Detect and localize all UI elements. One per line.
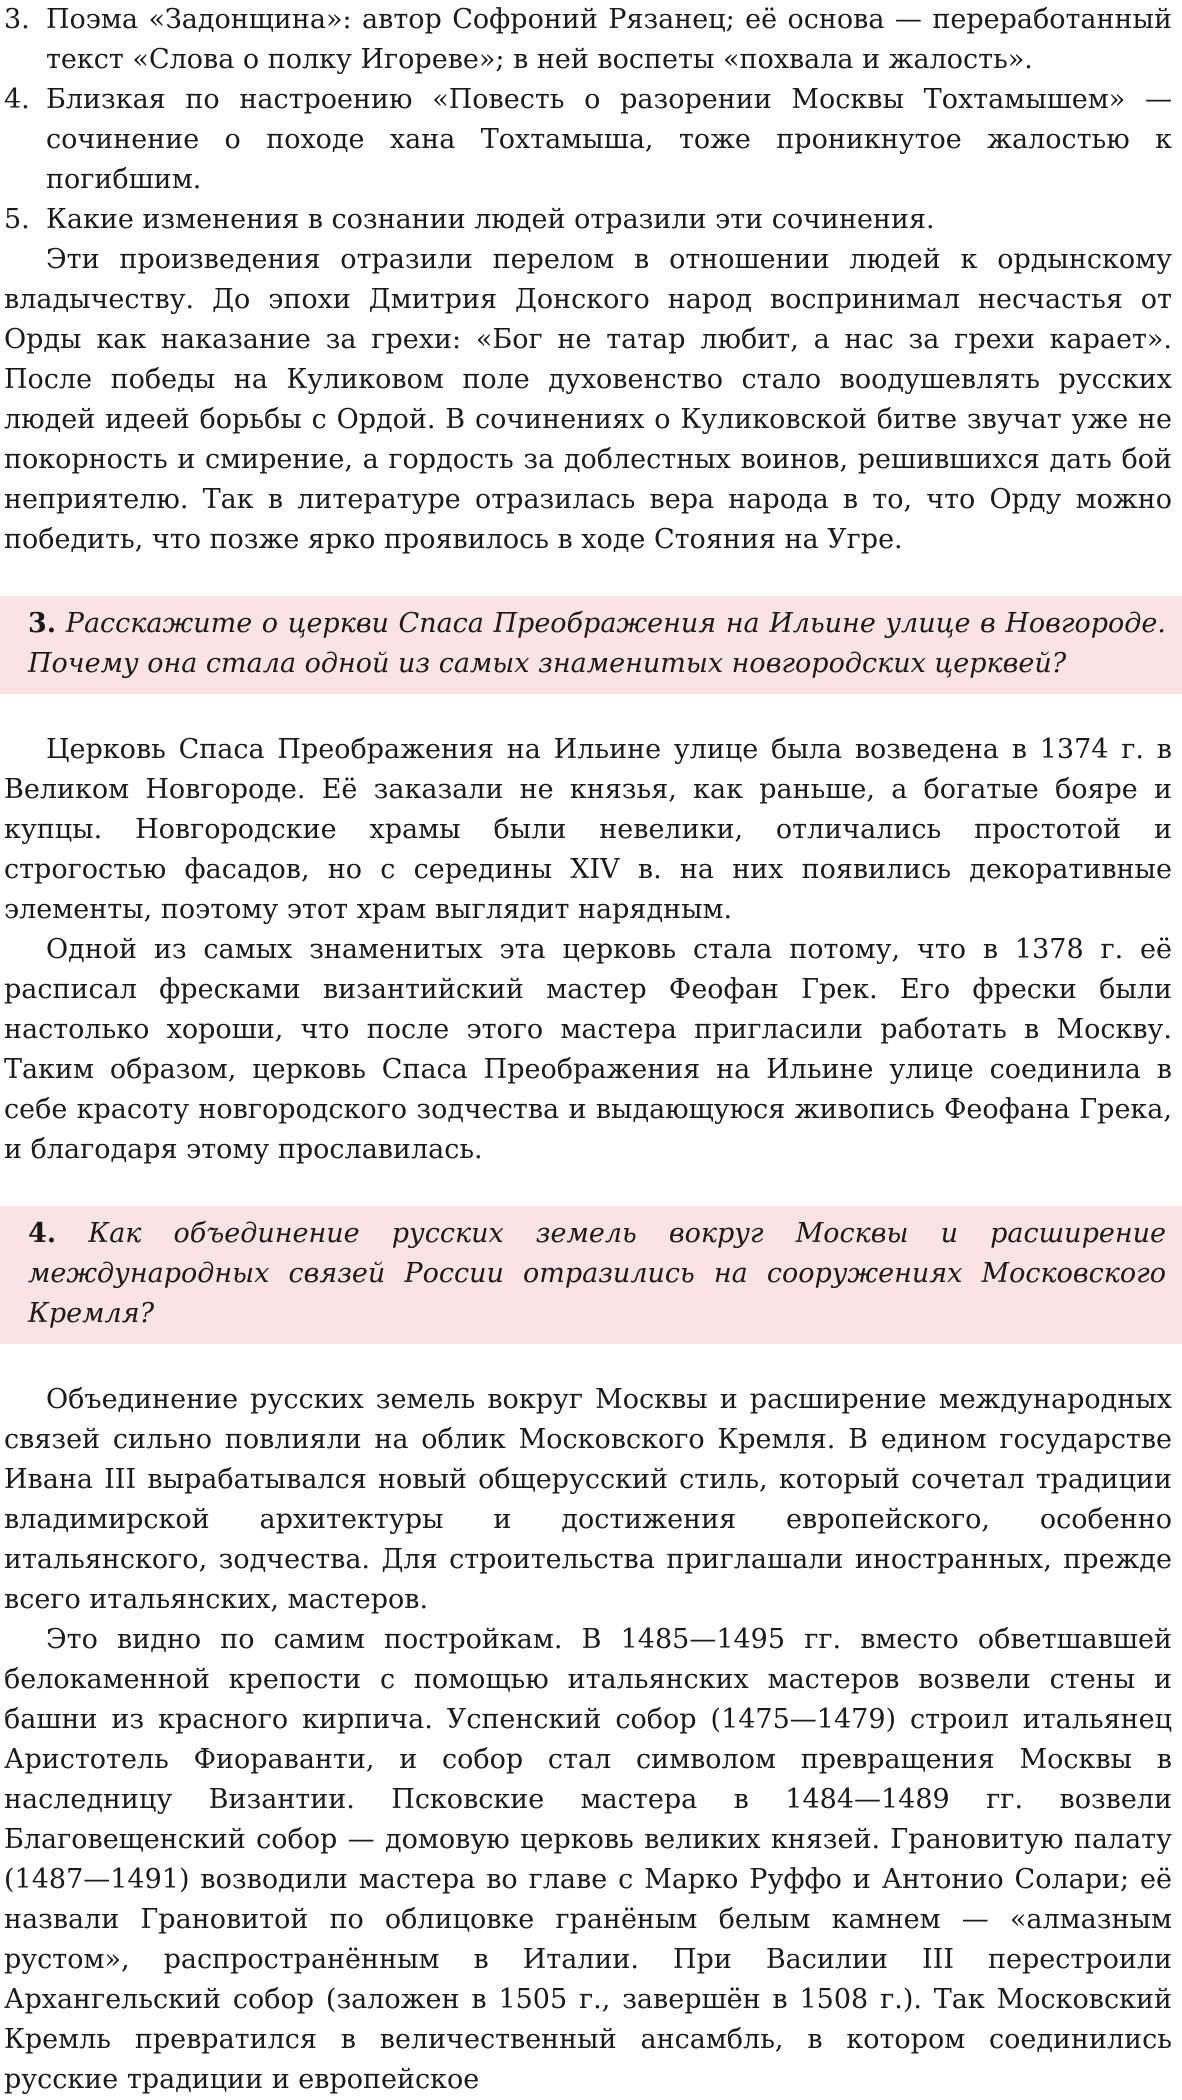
answer-paragraph: Объединение русских земель вокруг Москвы и расширение международных связей сильно повлияли на облик Московского Кремля. В едином государстве Ивана III вырабатывался новый общерусский стиль, который сочетал традиции владимирской архитектуры и достижения европейского, особенно итальянского, зодчества. Для строительства приглашали иностранных, прежде всего итальянских, мастеров. — [4, 1384, 1172, 1615]
list-item-text: Поэма «Задонщина»: автор Софроний Рязанец; её основа — переработанный текст «Слова о полку Игореве»; в ней воспеты «похвала и жалость». — [46, 4, 1172, 75]
list-item-number: 5. — [4, 204, 30, 235]
question-3-box — [0, 596, 1182, 694]
question-text: Как объединение русских земель вокруг Москвы и расширение международных связей России отразились на сооружениях Московского Кремля? — [28, 1218, 1166, 1329]
intro-paragraph: Эти произведения отразили перелом в отношении людей к ордынскому владычеству. До эпохи Дмитрия Донского народ воспринимал несчастья от Орды как наказание за грехи: «Бог не татар любит, а нас за грехи карает». После победы на Куликовом поле духовенство стало воодушевлять русских людей идеей борьбы с Ордой. В сочинениях о Куликовской битве звучат уже не покорность и смирение, а гордость за доблестных воинов, решившихся дать бой неприятелю. Так в литературе отразилась вера народа в то, что Орду можно победить, что позже ярко проявилось в ходе Стояния на Угре. — [4, 244, 1172, 555]
list-item-text: Какие изменения в сознании людей отразили эти сочинения. — [46, 204, 935, 235]
question-4-box — [0, 1206, 1182, 1344]
answer-paragraph: Это видно по самим постройкам. В 1485—1495 гг. вместо обветшавшей белокаменной крепости с помощью итальянских мастеров возвели стены и башни из красного кирпича. Успенский собор (1475—1479) строил итальянец Аристотель Фиораванти, и собор стал символом превращения Москвы в наследницу Византии. Псковские мастера в 1484—1489 гг. возвели Благовещенский собор — домовую церковь великих князей. Грановитую палату (1487—1491) возводили мастера во главе с Марко Руффо и Антонио Солари; её назвали Грановитой по облицовке гранёным белым камнем — «алмазным рустом», распространённым в Италии. При Василии III перестроили Архангельский собор (заложен в 1505 г., завершён в 1508 г.). Так Московский Кремль превратился в величественный ансамбль, в котором соединились русские традиции и европейское — [4, 1624, 1172, 2095]
question-number: 3. — [28, 608, 57, 639]
numbered-list — [4, 0, 1172, 240]
list-item-number: 4. — [4, 84, 30, 115]
list-item-number: 3. — [4, 4, 30, 35]
answer-paragraph: Одной из самых знаменитых эта церковь стала потому, что в 1378 г. её расписал фресками византийский мастер Феофан Грек. Его фрески были настолько хороши, что после этого мастера пригласили работать в Москву. Таким образом, церковь Спаса Преображения на Ильине улице соединила в себе красоту новгородского зодчества и выдающуюся живопись Феофана Грека, и благодаря этому прославилась. — [4, 934, 1172, 1165]
list-item — [4, 80, 1172, 200]
question-text: Расскажите о церкви Спаса Преображения на Ильине улице в Новгороде. Почему она стала одной из самых знаменитых новгородских церквей? — [28, 608, 1166, 679]
list-item-text: Близкая по настроению «Повесть о разорении Москвы Тохтамышем» — сочинение о походе хана Тохтамыша, тоже проникнутое жалостью к погибшим. — [46, 84, 1172, 195]
list-item — [4, 0, 1172, 80]
list-item — [4, 200, 1172, 240]
answer-paragraph: Церковь Спаса Преображения на Ильине улице была возведена в 1374 г. в Великом Новгороде. Её заказали не князья, как раньше, а богатые бояре и купцы. Новгородские храмы были невелики, отличались простотой и строгостью фасадов, но с середины XIV в. на них появились декоративные элементы, поэтому этот храм выглядит нарядным. — [4, 734, 1172, 925]
question-number: 4. — [28, 1218, 57, 1249]
